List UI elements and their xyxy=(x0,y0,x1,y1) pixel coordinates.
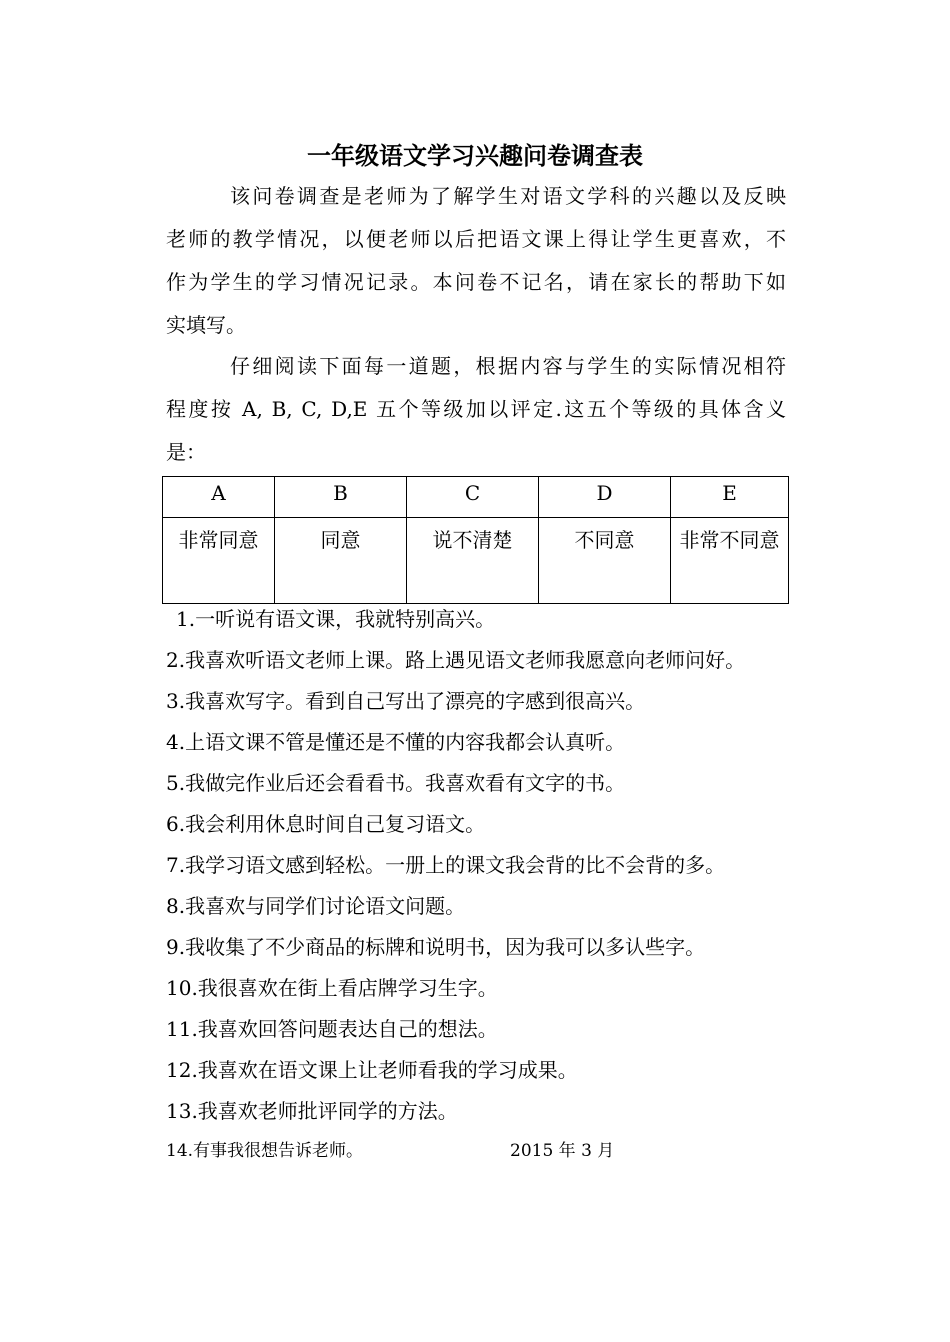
list-item: 14.有事我很想告诉老师。 xyxy=(166,1141,364,1161)
list-item: 13.我喜欢老师批评同学的方法。 xyxy=(166,1099,458,1123)
grade-cell: D xyxy=(539,477,671,518)
list-item: 8.我喜欢与同学们讨论语文问题。 xyxy=(166,894,466,918)
table-row xyxy=(163,518,789,604)
grade-cell: E xyxy=(671,477,789,518)
table-header-row xyxy=(163,477,789,518)
meaning-cell: 不同意 xyxy=(539,518,671,604)
list-item: 7.我学习语文感到轻松。一册上的课文我会背的比不会背的多。 xyxy=(166,853,726,877)
rating-levels-table xyxy=(162,476,789,604)
list-item: 9.我收集了不少商品的标牌和说明书，因为我可以多认些字。 xyxy=(166,935,706,959)
grade-cell: C xyxy=(407,477,539,518)
list-item: 4.上语文课不管是懂还是不懂的内容我都会认真听。 xyxy=(166,730,626,754)
list-item: 6.我会利用休息时间自己复习语文。 xyxy=(166,812,486,836)
instruction-line: 是： xyxy=(166,440,206,464)
list-item: 2.我喜欢听语文老师上课。路上遇见语文老师我愿意向老师问好。 xyxy=(166,648,746,672)
instruction-line: 仔细阅读下面每一道题，根据内容与学生的实际情况相符 xyxy=(230,354,786,378)
intro-paragraph xyxy=(166,175,786,347)
instruction-paragraph xyxy=(166,345,786,474)
survey-date: 2015 年 3 月 xyxy=(510,1141,615,1161)
list-item: 5.我做完作业后还会看看书。我喜欢看有文字的书。 xyxy=(166,771,626,795)
list-item: 12.我喜欢在语文课上让老师看我的学习成果。 xyxy=(166,1058,578,1082)
instruction-line: 程度按 A, B, C, D,E 五个等级加以评定.这五个等级的具体含义 xyxy=(166,397,786,421)
page-title: 一年级语文学习兴趣问卷调查表 xyxy=(307,141,643,170)
list-item: 11.我喜欢回答问题表达自己的想法。 xyxy=(166,1017,498,1041)
list-item: 1.一听说有语文课，我就特别高兴。 xyxy=(176,607,496,631)
list-item: 10.我很喜欢在街上看店牌学习生字。 xyxy=(166,976,498,1000)
list-item: 3.我喜欢写字。看到自己写出了漂亮的字感到很高兴。 xyxy=(166,689,646,713)
intro-line: 老师的教学情况，以便老师以后把语文课上得让学生更喜欢，不 xyxy=(166,227,786,251)
intro-line: 作为学生的学习情况记录。本问卷不记名，请在家长的帮助下如 xyxy=(166,270,786,294)
grade-cell: A xyxy=(163,477,275,518)
meaning-cell: 同意 xyxy=(275,518,407,604)
meaning-cell: 非常同意 xyxy=(163,518,275,604)
meaning-cell: 非常不同意 xyxy=(671,518,789,604)
intro-line: 该问卷调查是老师为了解学生对语文学科的兴趣以及反映 xyxy=(230,184,786,208)
grade-cell: B xyxy=(275,477,407,518)
meaning-cell: 说不清楚 xyxy=(407,518,539,604)
intro-line: 实填写。 xyxy=(166,313,246,337)
